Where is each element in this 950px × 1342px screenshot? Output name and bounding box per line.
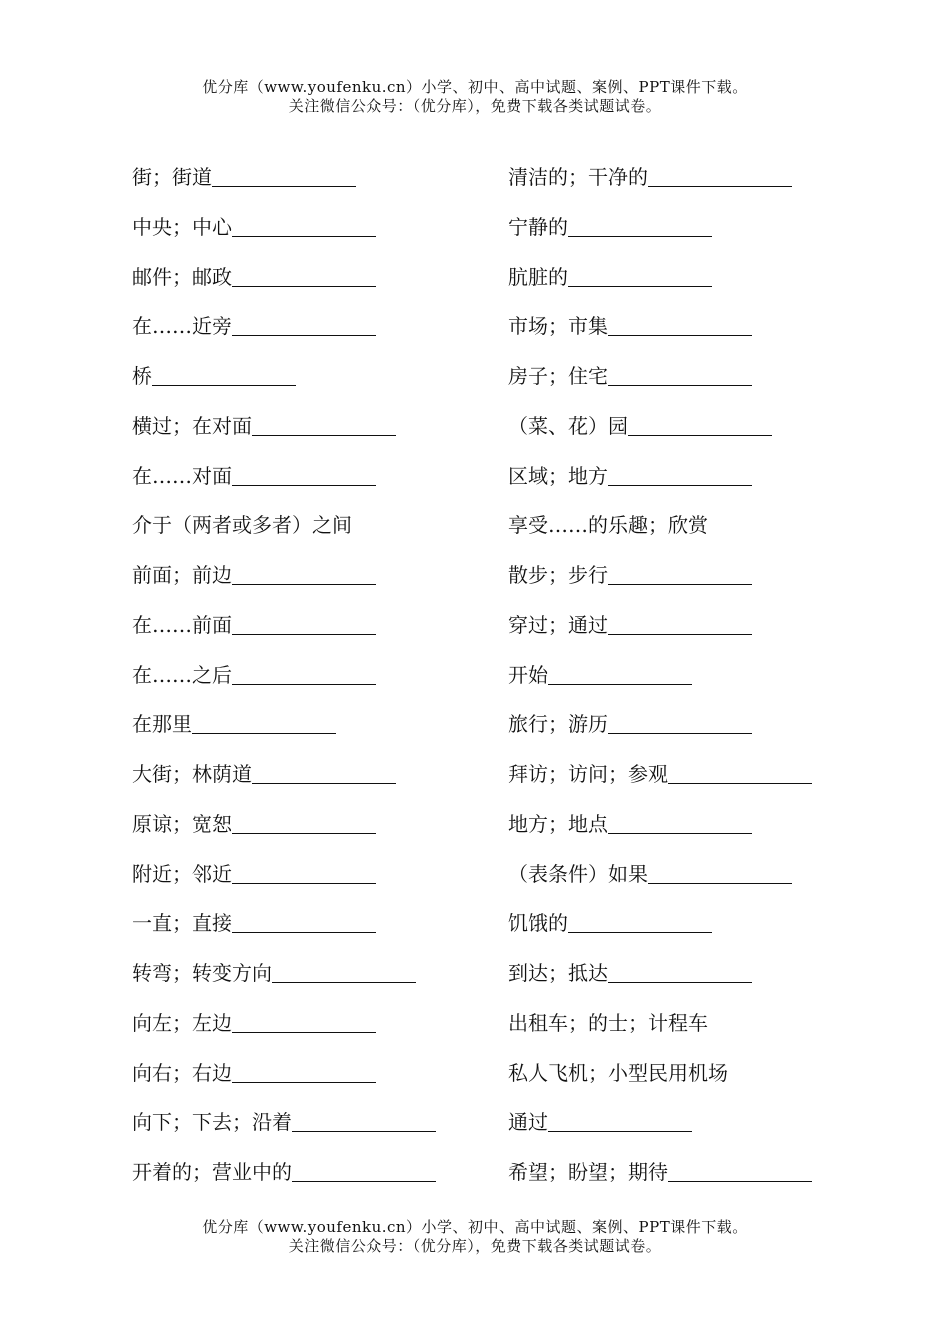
vocab-item	[132, 658, 492, 708]
vocab-item	[508, 857, 868, 907]
vocab-meaning: 介于（两者或多者）之间	[132, 513, 352, 538]
vocab-item	[508, 608, 868, 658]
answer-blank[interactable]	[648, 160, 792, 187]
answer-blank[interactable]	[152, 359, 296, 386]
vocab-meaning: 街；街道	[132, 165, 212, 189]
answer-blank[interactable]	[232, 309, 376, 336]
answer-blank[interactable]	[232, 608, 376, 635]
answer-blank[interactable]	[668, 757, 812, 784]
vocab-item	[132, 260, 492, 310]
answer-blank[interactable]	[628, 409, 772, 436]
vocab-item	[508, 160, 868, 210]
vocab-meaning: 原谅；宽恕	[132, 811, 232, 836]
answer-blank[interactable]	[648, 857, 792, 884]
vocab-meaning: 向右；右边	[132, 1060, 232, 1085]
vocab-item	[508, 1056, 868, 1106]
vocab-meaning: 旅行；游历	[508, 712, 608, 737]
vocab-meaning: 一直；直接	[132, 911, 232, 936]
vocab-meaning: 散步；步行	[508, 563, 608, 587]
vocab-meaning: 清洁的；干净的	[508, 165, 648, 189]
vocab-meaning: 横过；在对面	[132, 413, 252, 438]
vocab-item	[132, 309, 492, 359]
vocab-item	[132, 857, 492, 907]
answer-blank[interactable]	[608, 807, 752, 834]
header-line-2: 关注微信公众号：（优分库），免费下载各类试题试卷。	[288, 97, 662, 115]
vocab-item	[132, 956, 492, 1006]
answer-blank[interactable]	[192, 707, 336, 734]
vocab-meaning: 在……近旁	[132, 314, 232, 339]
vocab-meaning: 区域；地方	[508, 463, 608, 488]
vocab-item	[508, 260, 868, 310]
vocab-meaning: 大街；林荫道	[132, 762, 252, 786]
vocab-meaning: 中央；中心	[132, 214, 232, 239]
vocab-meaning: 肮脏的	[508, 264, 568, 289]
vocab-item	[132, 459, 492, 509]
vocab-item	[132, 608, 492, 658]
answer-blank[interactable]	[212, 160, 356, 187]
vocab-meaning: 桥	[132, 364, 152, 388]
answer-blank[interactable]	[608, 459, 752, 486]
answer-blank[interactable]	[232, 807, 376, 834]
vocab-item	[132, 508, 492, 558]
vocab-meaning: 房子；住宅	[508, 364, 608, 388]
vocab-item	[132, 1105, 492, 1155]
vocab-meaning: 通过	[508, 1110, 548, 1135]
vocab-meaning: 饥饿的	[508, 911, 568, 936]
vocab-item	[508, 757, 868, 807]
vocab-item	[132, 1155, 492, 1205]
vocab-item	[132, 1006, 492, 1056]
answer-blank[interactable]	[568, 906, 712, 933]
vocab-item	[508, 558, 868, 608]
vocab-item	[132, 210, 492, 260]
vocab-item	[132, 906, 492, 956]
answer-blank[interactable]	[568, 210, 712, 237]
vocab-meaning: 享受……的乐趣；欣赏	[508, 513, 708, 538]
vocab-meaning: 开始	[508, 662, 548, 687]
vocab-item	[508, 807, 868, 857]
vocab-item	[508, 956, 868, 1006]
answer-blank[interactable]	[668, 1155, 812, 1182]
vocab-meaning: 在……之后	[132, 662, 232, 687]
vocab-item	[508, 658, 868, 708]
vocab-item	[132, 1056, 492, 1106]
answer-blank[interactable]	[548, 1105, 692, 1132]
vocab-meaning: （菜、花）园	[508, 413, 628, 438]
vocab-meaning: 前面；前边	[132, 563, 232, 587]
answer-blank[interactable]	[232, 857, 376, 884]
vocab-item	[508, 1006, 868, 1056]
vocab-meaning: 拜访；访问；参观	[508, 762, 668, 786]
answer-blank[interactable]	[232, 1006, 376, 1033]
answer-blank[interactable]	[232, 558, 376, 585]
answer-blank[interactable]	[292, 1105, 436, 1132]
vocab-meaning: 开着的；营业中的	[132, 1160, 292, 1184]
vocab-meaning: 邮件；邮政	[132, 264, 232, 289]
page-header	[0, 78, 950, 116]
answer-blank[interactable]	[232, 260, 376, 287]
vocab-meaning: 在……前面	[132, 612, 232, 637]
footer-line-2: 关注微信公众号：（优分库），免费下载各类试题试卷。	[288, 1237, 662, 1255]
vocab-meaning: （表条件）如果	[508, 861, 648, 886]
vocab-item	[508, 409, 868, 459]
answer-blank[interactable]	[232, 459, 376, 486]
vocab-meaning: 向下；下去；沿着	[132, 1110, 292, 1135]
footer-line-1: 优分库（www.youfenku.cn）小学、初中、高中试题、案例、PPT课件下载。	[202, 1218, 748, 1236]
answer-blank[interactable]	[232, 658, 376, 685]
header-line-1: 优分库（www.youfenku.cn）小学、初中、高中试题、案例、PPT课件下载。	[202, 78, 748, 96]
vocab-item	[508, 459, 868, 509]
answer-blank[interactable]	[608, 359, 752, 386]
vocab-item	[508, 906, 868, 956]
vocab-meaning: 在……对面	[132, 463, 232, 488]
left-vocab-column	[132, 160, 492, 1205]
answer-blank[interactable]	[232, 1056, 376, 1083]
vocab-item	[508, 359, 868, 409]
answer-blank[interactable]	[272, 956, 416, 983]
vocab-meaning: 市场；市集	[508, 314, 608, 339]
answer-blank[interactable]	[548, 658, 692, 685]
vocab-meaning: 到达；抵达	[508, 961, 608, 985]
vocab-item	[508, 1155, 868, 1205]
vocab-item	[508, 1105, 868, 1155]
vocab-meaning: 地方；地点	[508, 811, 608, 836]
vocab-item	[132, 409, 492, 459]
vocab-item	[508, 210, 868, 260]
vocab-meaning: 宁静的	[508, 214, 568, 239]
answer-blank[interactable]	[252, 409, 396, 436]
page-footer	[0, 1218, 950, 1256]
vocab-item	[132, 757, 492, 807]
vocab-item	[508, 707, 868, 757]
answer-blank[interactable]	[608, 956, 752, 983]
answer-blank[interactable]	[608, 608, 752, 635]
vocab-item	[132, 359, 492, 409]
answer-blank[interactable]	[232, 210, 376, 237]
vocab-meaning: 向左；左边	[132, 1010, 232, 1035]
vocab-item	[132, 807, 492, 857]
right-vocab-column	[508, 160, 868, 1205]
vocab-meaning: 附近；邻近	[132, 861, 232, 886]
vocab-item	[508, 309, 868, 359]
vocab-meaning: 穿过；通过	[508, 612, 608, 637]
answer-blank[interactable]	[292, 1155, 436, 1182]
answer-blank[interactable]	[232, 906, 376, 933]
vocab-item	[508, 508, 868, 558]
vocab-meaning: 转弯；转变方向	[132, 961, 272, 985]
vocab-meaning: 私人飞机；小型民用机场	[508, 1060, 728, 1085]
answer-blank[interactable]	[252, 757, 396, 784]
vocab-item	[132, 707, 492, 757]
vocab-meaning: 出租车；的士；计程车	[508, 1010, 708, 1035]
answer-blank[interactable]	[608, 707, 752, 734]
answer-blank[interactable]	[568, 260, 712, 287]
answer-blank[interactable]	[608, 309, 752, 336]
vocab-item	[132, 558, 492, 608]
vocab-item	[132, 160, 492, 210]
vocab-meaning: 在那里	[132, 712, 192, 737]
answer-blank[interactable]	[608, 558, 752, 585]
vocab-meaning: 希望；盼望；期待	[508, 1160, 668, 1184]
